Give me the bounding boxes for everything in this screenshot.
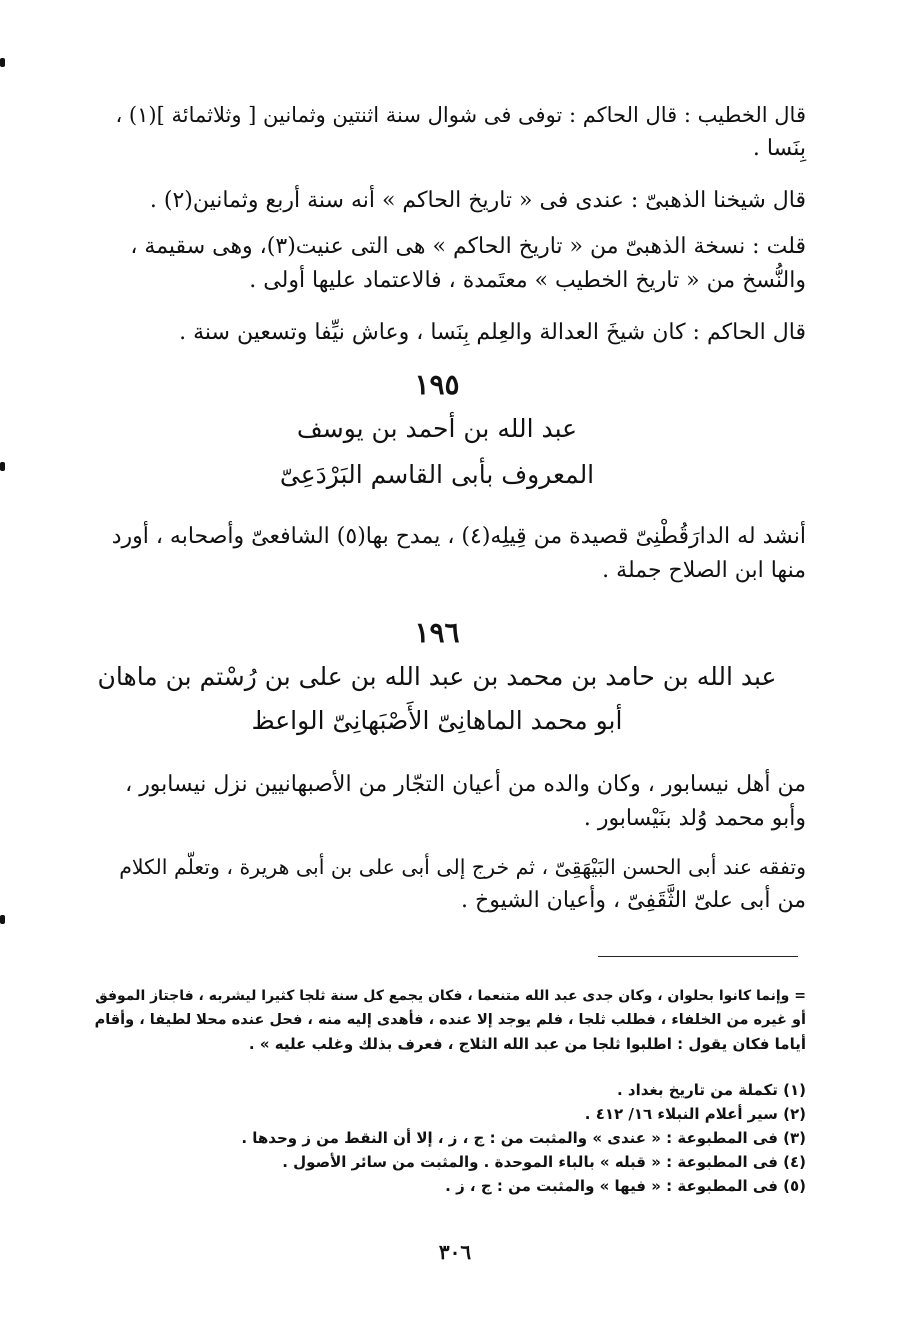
- footnote-4: (٤) فى المطبوعة : « قبله » بالباء الموحدة . والمثبت من سائر الأصول .: [282, 1153, 806, 1171]
- footnote-separator: [598, 956, 798, 957]
- footnote-1: (١) تكملة من تاريخ بغداد .: [616, 1081, 806, 1099]
- text-line: من أهل نيسابور ، وكان والده من أعيان التجّار من الأصبهانيين نزل نيسابور ،: [125, 772, 806, 797]
- entry-name-196: عبد الله بن حامد بن محمد بن عبد الله بن على بن رُسْتم بن ماهان: [97, 662, 777, 691]
- footnote-5: (٥) فى المطبوعة : « فيها » والمثبت من : ج ، ز .: [445, 1177, 806, 1195]
- paragraph-dhahabi: [106, 184, 806, 218]
- entry-kunya-196: أبو محمد الماهانِىّ الأَصْبَهانِىّ الواعظ: [251, 706, 623, 735]
- footnote-line: أو غيره من الخلفاء ، فطلب ثلجا ، فلم يوجد إلا عنده ، فأهدى إليه منه ، فحل عنده محلا لطيفا ، وأقام: [94, 1012, 806, 1028]
- footnote-line: أياما فكان يقول : اطلبوا ثلجا من عبد الله الثلاج ، فعرف بذلك وغلب عليه » .: [248, 1035, 806, 1053]
- text-line: أنشد له الدارَقُطْنِىّ قصيدة من قِيلِه(٤) ، يمدح بها(٥) الشافعىّ وأصحابه ، أورد: [111, 524, 806, 549]
- text-line: من أبى علىّ الثَّقَفِىّ ، وأعيان الشيوخ .: [461, 888, 806, 913]
- margin-mark: [0, 915, 5, 924]
- footnote-line: = وإنما كانوا بحلوان ، وكان جدى عبد الله متنعما ، فكان يجمع كل سنة ثلجا كثيرا ليشربه ، فاجتاز الموفق: [95, 988, 806, 1004]
- footnote-continuation: [86, 984, 806, 1056]
- text-line: منها ابن الصلاح جملة .: [602, 558, 806, 583]
- entry-text-196-study: [106, 850, 806, 918]
- text-line: قال الحاكم : كان شيخَ العدالة والعِلم بِنَسا ، وعاش نيِّفا وتسعين سنة .: [179, 320, 806, 345]
- text-line: وأبو محمد وُلد بنَيْسابور .: [583, 806, 806, 831]
- entry-number-196: ١٩٦: [414, 616, 460, 649]
- entry-kunya-195: المعروف بأبى القاسم البَرْدَعِىّ: [279, 460, 595, 489]
- text-line: قال الخطيب : قال الحاكم : توفى فى شوال سنة اثنتين وثمانين [ وثلاثمائة ](١) ،: [115, 103, 806, 127]
- entry-name-195: عبد الله بن أحمد بن يوسف: [296, 414, 578, 443]
- footnote-3: (٣) فى المطبوعة : « عندى » والمثبت من : ج ، ز ، إلا أن النقط من ز وحدها .: [241, 1129, 806, 1147]
- paragraph-hakim: [106, 316, 806, 350]
- margin-mark: [0, 58, 5, 67]
- entry-text-196-origin: [106, 768, 806, 836]
- text-line: قال شيخنا الذهبىّ : عندى فى « تاريخ الحاكم » أنه سنة أربع وثمانين(٢) .: [149, 188, 806, 213]
- paragraph-death-date: [106, 98, 806, 166]
- text-line: قلت : نسخة الذهبىّ من « تاريخ الحاكم » هى التى عنيت(٣)، وهى سقيمة ،: [130, 234, 806, 259]
- entry-number-195: ١٩٥: [414, 368, 460, 401]
- footnotes-list: [86, 1078, 806, 1198]
- page-number: ٣٠٦: [438, 1240, 472, 1264]
- margin-mark: [0, 462, 5, 471]
- entry-text-195: [106, 520, 806, 588]
- text-line: بِنَسا .: [752, 136, 806, 161]
- text-line: وتفقه عند أبى الحسن البَيْهَقِىّ ، ثم خرج إلى أبى على بن أبى هريرة ، وتعلّم الكلام: [119, 855, 806, 879]
- text-line: والنُّسخ من « تاريخ الخطيب » معتَمدة ، فالاعتماد عليها أولى .: [249, 268, 806, 293]
- footnote-2: (٢) سير أعلام النبلاء ١٦/ ٤١٢ .: [584, 1105, 806, 1123]
- paragraph-copies: [106, 230, 806, 298]
